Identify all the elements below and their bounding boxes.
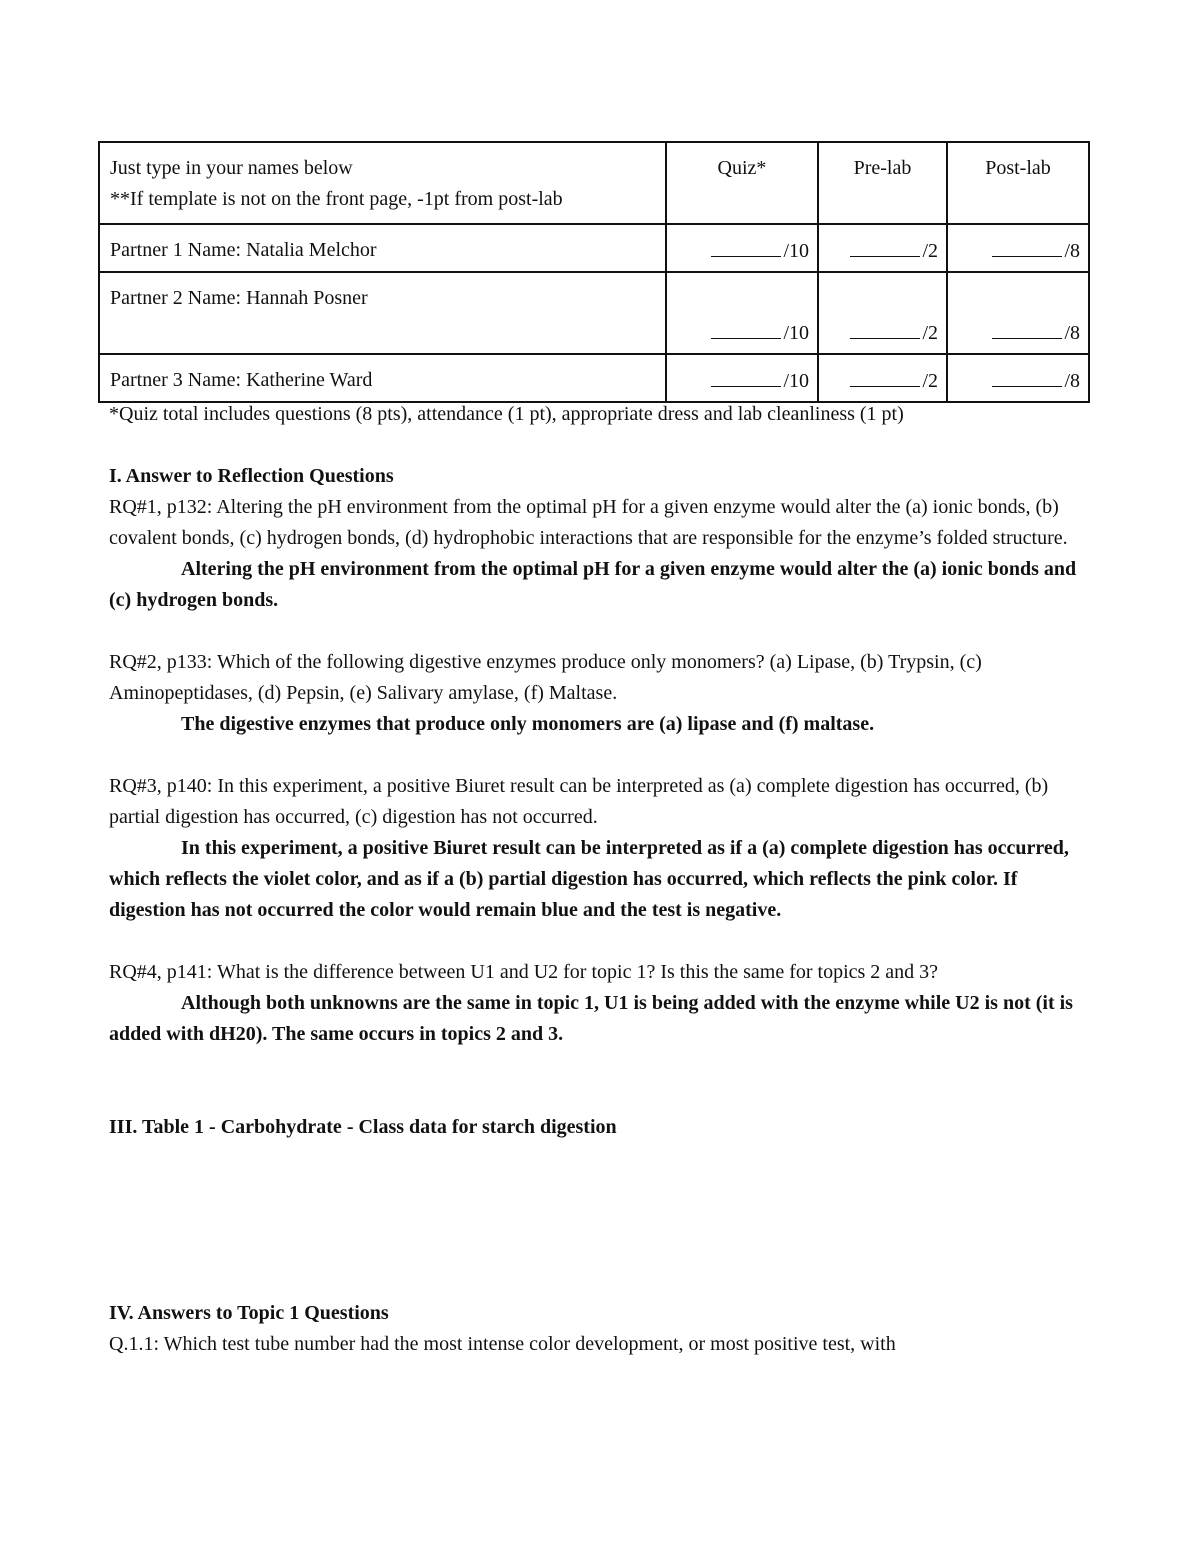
rq1-question: RQ#1, p132: Altering the pH environment from the optimal pH for a given enzyme would alter the (a) ionic bonds, (b) covalent bonds, (c) hydrogen bonds, (d) hydrophobic interactions that are responsible for the enzyme’s folded structure.	[109, 496, 1068, 549]
partner-row	[99, 224, 1089, 272]
document-body	[109, 399, 1094, 1360]
partner-row	[99, 272, 1089, 354]
names-header-cell	[99, 142, 666, 224]
grade-table-header-row	[99, 142, 1089, 224]
rq4-question: RQ#4, p141: What is the difference between U1 and U2 for topic 1? Is this the same for topics 2 and 3?	[109, 961, 939, 983]
quiz-note: *Quiz total includes questions (8 pts), attendance (1 pt), appropriate dress and lab cleanliness (1 pt)	[109, 403, 904, 425]
rq1-answer[interactable]: Altering the pH environment from the optimal pH for a given enzyme would alter the (a) ionic bonds and (c) hydrogen bonds.	[109, 558, 1077, 611]
rq4-answer[interactable]: Although both unknowns are the same in topic 1, U1 is being added with the enzyme while U2 is not (it is added with dH20). The same occurs in topics 2 and 3.	[109, 992, 1073, 1045]
partner-name: Partner 3 Name: Katherine Ward	[99, 354, 666, 402]
section-heading-topic1: IV. Answers to Topic 1 Questions	[109, 1302, 389, 1324]
prelab-score-field[interactable]: /2	[818, 224, 947, 272]
quiz-score-field[interactable]: /10	[666, 272, 818, 354]
section-heading-table1: III. Table 1 - Carbohydrate - Class data for starch digestion	[109, 1116, 617, 1138]
rq3-question: RQ#3, p140: In this experiment, a positive Biuret result can be interpreted as (a) complete digestion has occurred, (b) partial digestion has occurred, (c) digestion has not occurred.	[109, 775, 1049, 828]
rq2-question: RQ#2, p133: Which of the following digestive enzymes produce only monomers? (a) Lipase, (b) Trypsin, (c) Aminopeptidases, (d) Pepsin, (e) Salivary amylase, (f) Maltase.	[109, 651, 982, 704]
prelab-score-field[interactable]: /2	[818, 354, 947, 402]
rq3-answer[interactable]: In this experiment, a positive Biuret result can be interpreted as if a (a) complete digestion has occurred, which reflects the violet color, and as if a (b) partial digestion has occurred, which reflects the pink color. If digestion has not occurred the color would remain blue and the test is negative.	[109, 837, 1069, 921]
names-header-line1: Just type in your names below	[110, 157, 353, 179]
prelab-score-field[interactable]: /2	[818, 272, 947, 354]
prelab-header: Pre-lab	[818, 142, 947, 224]
rq2-answer[interactable]: The digestive enzymes that produce only monomers are (a) lipase and (f) maltase.	[181, 713, 875, 735]
postlab-score-field[interactable]: /8	[947, 272, 1089, 354]
quiz-score-field[interactable]: /10	[666, 224, 818, 272]
section-heading-reflection: I. Answer to Reflection Questions	[109, 465, 394, 487]
partner-name: Partner 2 Name: Hannah Posner	[99, 272, 666, 354]
postlab-header: Post-lab	[947, 142, 1089, 224]
q1-1-question: Q.1.1: Which test tube number had the most intense color development, or most positive test, with	[109, 1333, 896, 1355]
grade-table	[98, 141, 1090, 403]
postlab-score-field[interactable]: /8	[947, 224, 1089, 272]
postlab-score-field[interactable]: /8	[947, 354, 1089, 402]
quiz-header: Quiz*	[666, 142, 818, 224]
quiz-score-field[interactable]: /10	[666, 354, 818, 402]
names-header-line2: **If template is not on the front page, -1pt from post-lab	[110, 188, 563, 210]
partner-row	[99, 354, 1089, 402]
partner-name: Partner 1 Name: Natalia Melchor	[99, 224, 666, 272]
